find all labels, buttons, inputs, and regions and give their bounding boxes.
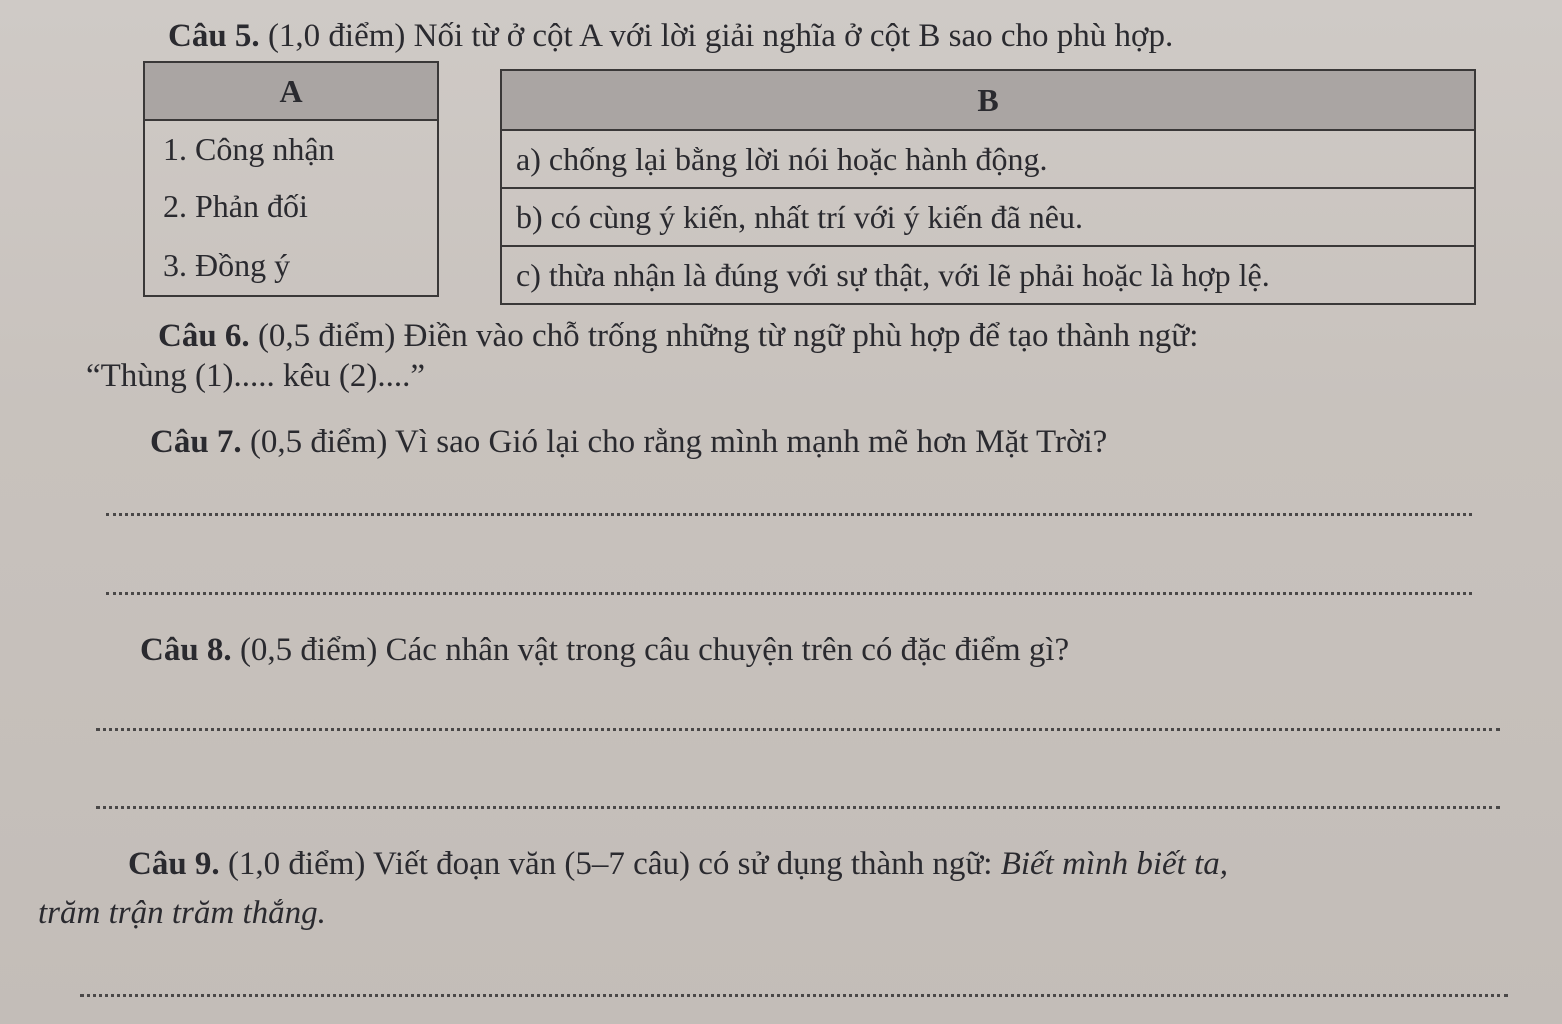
q6-idiom-blank[interactable]: “Thùng (1)..... kêu (2)....” [86, 358, 426, 394]
column-a-item-3: 3. Đồng ý [144, 235, 438, 296]
q9-heading [128, 844, 1228, 884]
column-a-table [143, 61, 439, 297]
column-a-item-1: 1. Công nhận [144, 120, 438, 178]
column-b-item-c: c) thừa nhận là đúng với sự thật, với lẽ phải hoặc là hợp lệ. [501, 246, 1475, 304]
q9-idiom-part1: Biết mình biết ta, [1000, 846, 1228, 882]
q7-answer-line-2[interactable] [106, 592, 1472, 595]
column-a-header: A [144, 62, 438, 120]
q5-label: Câu 5. [168, 18, 260, 54]
q9-idiom-part2: trăm trận trăm thắng. [38, 895, 326, 931]
q6-label: Câu 6. [158, 318, 250, 354]
column-b-header: B [501, 70, 1475, 130]
q9-label: Câu 9. [128, 846, 220, 882]
q7-answer-line-1[interactable] [106, 513, 1472, 516]
q8-answer-line-1[interactable] [96, 728, 1500, 731]
q6-text: (0,5 điểm) Điền vào chỗ trống những từ ngữ phù hợp để tạo thành ngữ: [249, 318, 1199, 354]
q7-text: (0,5 điểm) Vì sao Gió lại cho rằng mình mạnh mẽ hơn Mặt Trời? [241, 424, 1108, 460]
q8-text: (0,5 điểm) Các nhân vật trong câu chuyện trên có đặc điểm gì? [231, 632, 1070, 668]
column-a-item-2: 2. Phản đối [144, 178, 438, 235]
q5-heading [168, 16, 1173, 56]
column-b-table [500, 69, 1476, 305]
q8-answer-line-2[interactable] [96, 806, 1500, 809]
q8-label: Câu 8. [140, 632, 232, 668]
q5-text: (1,0 điểm) Nối từ ở cột A với lời giải nghĩa ở cột B sao cho phù hợp. [259, 18, 1174, 54]
q9-text: (1,0 điểm) Viết đoạn văn (5–7 câu) có sử dụng thành ngữ: [219, 846, 1001, 882]
q6-heading [158, 316, 1198, 356]
q7-heading [150, 422, 1107, 462]
column-b-item-b: b) có cùng ý kiến, nhất trí với ý kiến đã nêu. [501, 188, 1475, 246]
q9-answer-line-1[interactable] [80, 994, 1508, 997]
q7-label: Câu 7. [150, 424, 242, 460]
q8-heading [140, 630, 1069, 670]
column-b-item-a: a) chống lại bằng lời nói hoặc hành động. [501, 130, 1475, 188]
